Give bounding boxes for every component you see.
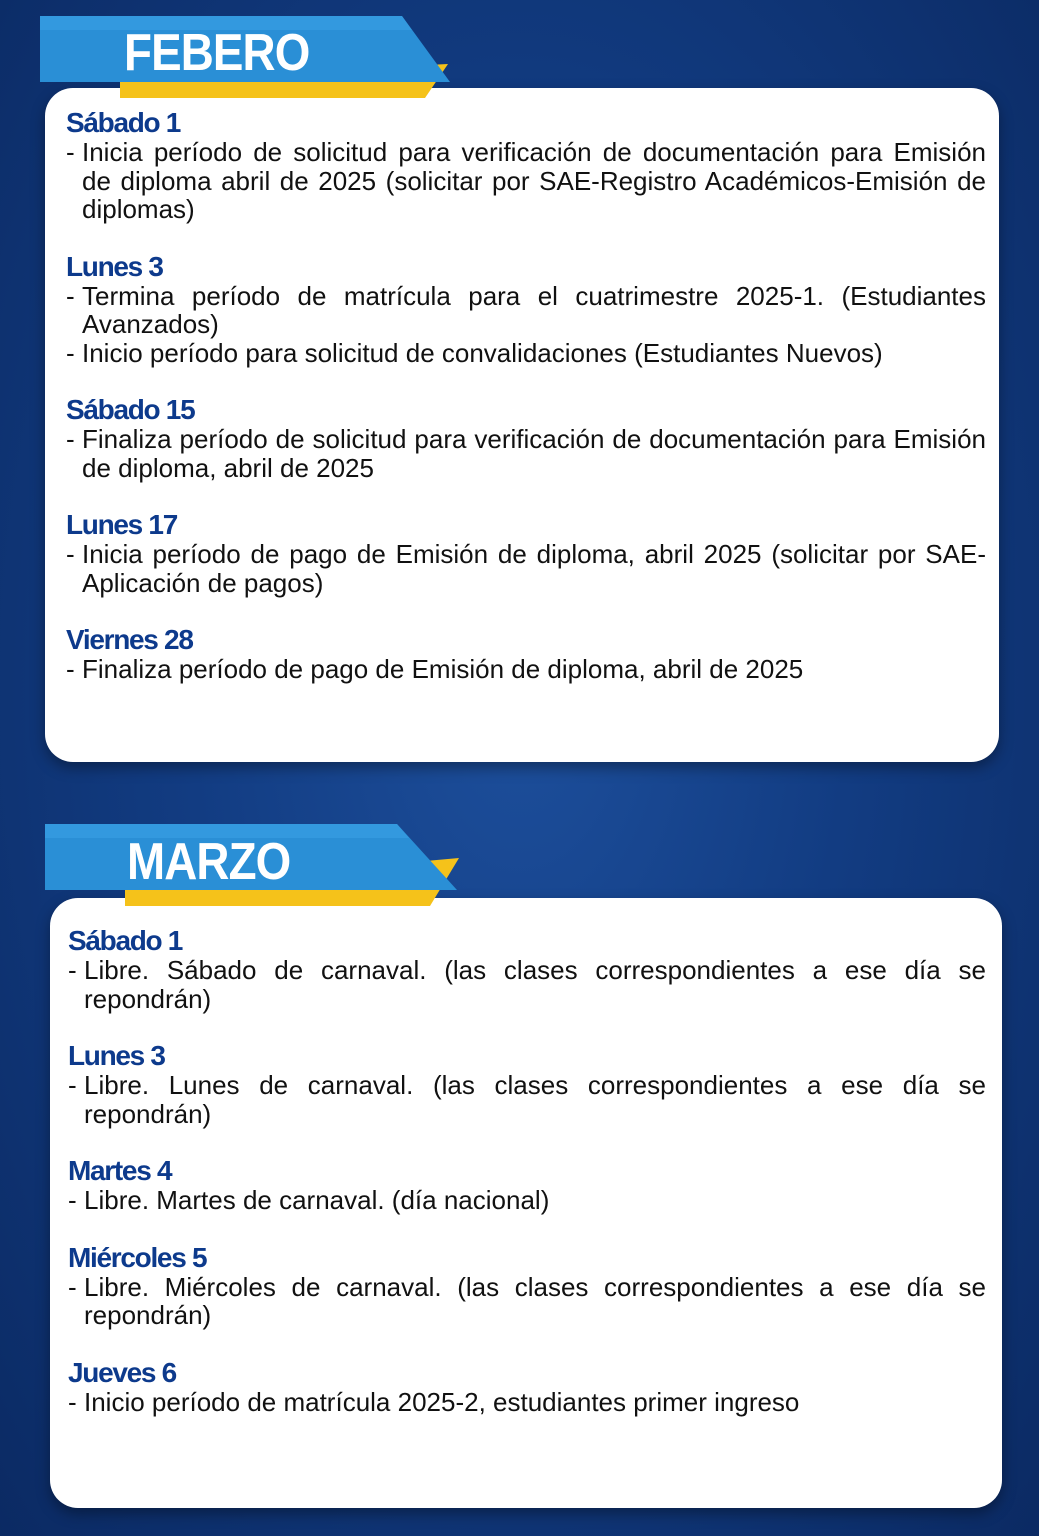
entry-item: - Libre. Lunes de carnaval. (las clases correspondientes a ese día se repondrán) [68,1070,986,1129]
month-tab [45,824,465,908]
entry-day: Lunes 3 [68,1040,165,1071]
entry-day: Martes 4 [68,1155,172,1186]
entry-day: Miércoles 5 [68,1241,207,1273]
entry-item: - Libre. Miércoles de carnaval. (las clases correspondientes a ese día se repondrán) [68,1271,986,1330]
entry-day: Lunes 17 [66,509,177,540]
entry-item: - Inicio período de matrícula 2025-2, estudiantes primer ingreso [68,1386,800,1417]
month-title: FEBERO [124,24,310,82]
entry-item: - Finaliza período de solicitud para verificación de documentación para Emisión de diploma, abril de 2025 [66,424,986,483]
calendar-entry [68,1243,986,1330]
entry-day: Viernes 28 [66,624,193,655]
entry-item: - Termina período de matrícula para el cuatrimestre 2025-1. (Estudiantes Avanzados) [66,280,986,339]
calendar-entry [68,926,986,1013]
entry-item: - Finaliza período de pago de Emisión de diploma, abril de 2025 [66,654,804,684]
entry-item: - Libre. Martes de carnaval. (día nacional) [68,1185,550,1215]
month-title: MARZO [127,833,291,891]
entry-item: - Libre. Sábado de carnaval. (las clases correspondientes a ese día se repondrán) [68,955,986,1014]
entry-day: Lunes 3 [66,250,163,282]
entry-day: Sábado 1 [68,925,183,956]
entry-day: Sábado 15 [66,394,195,425]
calendar-entry [68,1041,986,1128]
calendar-entry [68,1358,986,1417]
entry-item: - Inicia período de pago de Emisión de diploma, abril 2025 (solicitar por SAE-Aplicación de pagos) [66,539,986,598]
entry-item: - Inicio período para solicitud de convalidaciones (Estudiantes Nuevos) [66,337,883,368]
entry-item: - Inicia período de solicitud para verificación de documentación para Emisión de diploma abril de 2025 (solicitar por SAE-Registro Académicos-Emisión de diplomas) [66,137,986,224]
calendar-entry [68,1156,986,1215]
entry-day: Sábado 1 [66,107,181,138]
entry-day: Jueves 6 [68,1356,176,1388]
entries-list [68,926,986,1444]
